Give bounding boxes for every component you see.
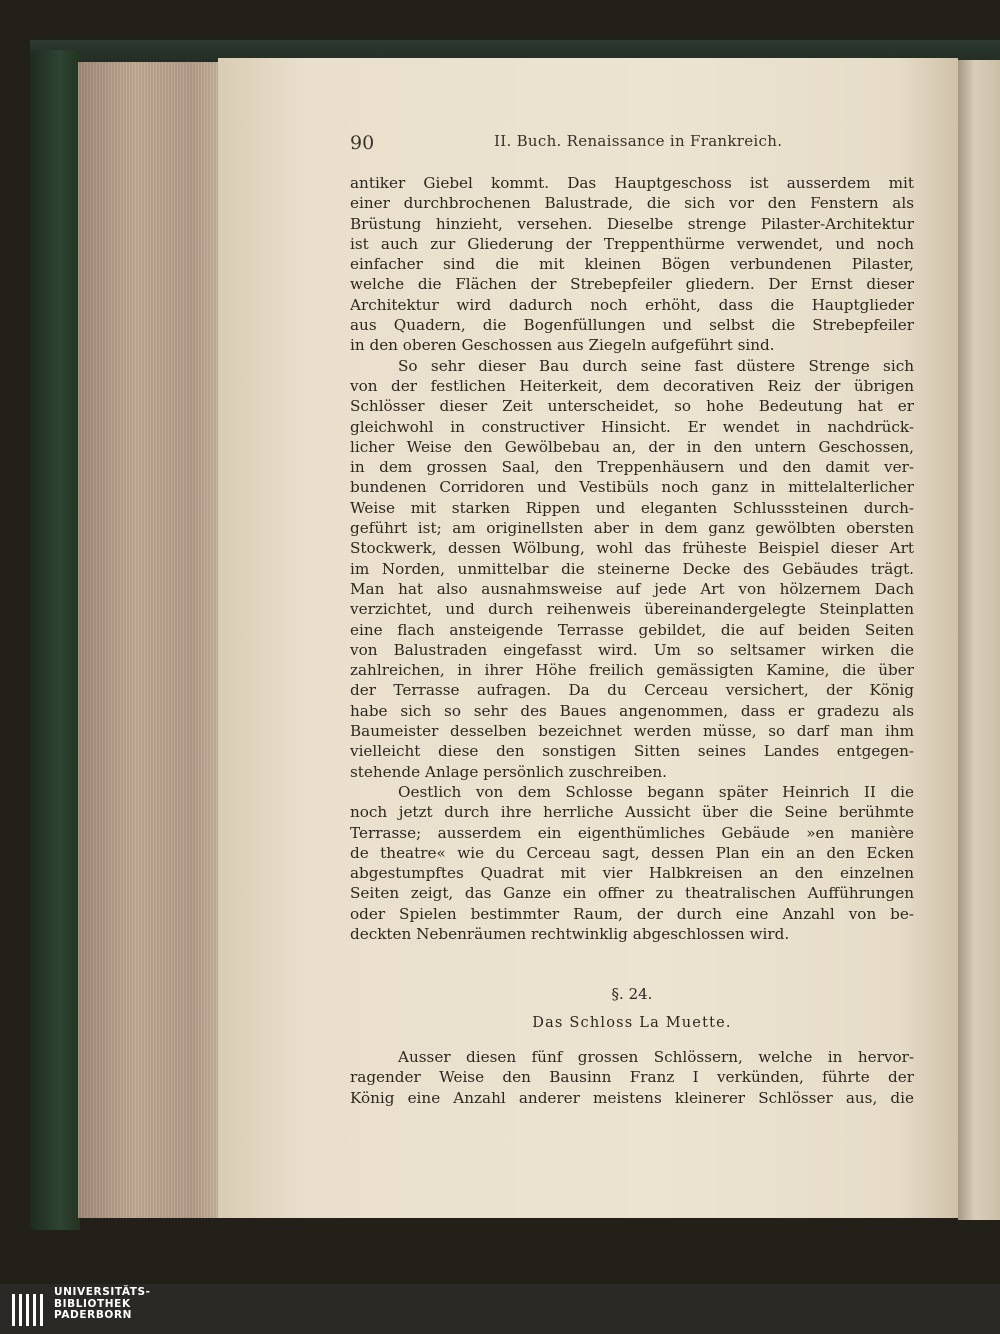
text-line: Architektur wird dadurch noch erhöht, dass die Hauptglieder (350, 295, 914, 314)
text-line: Brüstung hinzieht, versehen. Dieselbe strenge Pilaster-Architektur (350, 214, 914, 233)
text-line: ist auch zur Gliederung der Treppenthürme verwendet, und noch (350, 234, 914, 253)
library-logo-icon (12, 1290, 46, 1330)
text-line: der Terrasse aufragen. Da du Cerceau versichert, der König (350, 681, 914, 700)
text-line: gleichwohl in constructiver Hinsicht. Er wendet in nachdrück- (350, 417, 914, 436)
text-line: bundenen Corridoren und Vestibüls noch ganz in mittelalterlicher (350, 478, 914, 497)
book-cover-spine (30, 50, 80, 1230)
text-line: König eine Anzahl anderer meistens kleinerer Schlösser aus, die (350, 1088, 914, 1107)
text-line: eine flach ansteigende Terrasse gebildet, die auf beiden Seiten (350, 620, 914, 639)
text-line: noch jetzt durch ihre herrliche Aussicht über die Seine berühmte (350, 803, 914, 822)
text-line: Ausser diesen fünf grossen Schlössern, welche in hervor- (398, 1048, 914, 1066)
text-line: Baumeister desselben bezeichnet werden müsse, so darf man ihm (350, 722, 914, 741)
body-text-bottom (350, 1047, 914, 1108)
text-line: Weise mit starken Rippen und eleganten Schlusssteinen durch- (350, 498, 914, 517)
text-line: Man hat also ausnahmsweise auf jede Art von hölzernem Dach (350, 579, 914, 598)
text-line: von Balustraden eingefasst wird. Um so seltsamer wirken die (350, 640, 914, 659)
text-line: in dem grossen Saal, den Treppenhäusern und den damit ver- (350, 458, 914, 477)
body-text-top (350, 173, 914, 944)
text-line: Terrasse; ausserdem ein eigenthümliches Gebäude »en manière (350, 823, 914, 842)
library-name-line: UNIVERSITÄTS- (54, 1286, 151, 1298)
text-line: oder Spielen bestimmter Raum, der durch eine Anzahl von be- (350, 904, 914, 923)
text-line: aus Quadern, die Bogenfüllungen und selbst die Strebepfeiler (350, 316, 914, 335)
text-line: Oestlich von dem Schlosse begann später Heinrich II die (398, 782, 914, 801)
running-head (350, 130, 920, 154)
library-name-line: BIBLIOTHEK (54, 1297, 131, 1310)
text-line: ragender Weise den Bausinn Franz I verkünden, führte der (350, 1068, 914, 1087)
text-line: einer durchbrochenen Balustrade, die sich vor den Fenstern als (350, 194, 914, 213)
text-line: welche die Flächen der Strebepfeiler gliedern. Der Ernst dieser (350, 275, 914, 294)
page-number: 90 (350, 132, 375, 154)
facing-page-edge (958, 60, 1000, 1220)
text-line: Schlösser dieser Zeit unterscheidet, so hohe Bedeutung hat er (350, 397, 914, 416)
text-line: habe sich so sehr des Baues angenommen, dass er gradezu als (350, 701, 914, 720)
section-number: §. 24. (611, 985, 653, 1003)
text-line: im Norden, unmittelbar die steinerne Decke des Gebäudes trägt. (350, 559, 914, 578)
text-line: deckten Nebenräumen rechtwinklig abgeschlossen wird. (350, 924, 790, 943)
section-title: Das Schloss La Muette. (532, 1015, 732, 1031)
text-line: abgestumpftes Quadrat mit vier Halbkreisen an den einzelnen (350, 864, 914, 883)
text-line: antiker Giebel kommt. Das Hauptgeschoss ist ausserdem mit (350, 174, 914, 192)
text-line: geführt ist; am originellsten aber in dem ganz gewölbten obersten (350, 519, 914, 538)
text-line: Seiten zeigt, das Ganze ein offner zu theatralischen Aufführungen (350, 884, 914, 903)
text-line: einfacher sind die mit kleinen Bögen verbundenen Pilaster, (350, 255, 914, 274)
text-line: de theatre« wie du Cerceau sagt, dessen Plan ein an den Ecken (350, 843, 914, 862)
library-name-line: PADERBORN (54, 1309, 133, 1321)
running-title: II. Buch. Renaissance in Frankreich. (494, 132, 783, 150)
text-line: in den oberen Geschossen aus Ziegeln aufgeführt sind. (350, 336, 775, 355)
library-name (54, 1287, 151, 1322)
text-line: verzichtet, und durch reihenweis übereinandergelegte Steinplatten (350, 600, 914, 619)
text-line: stehende Anlage persönlich zuschreiben. (350, 762, 667, 781)
text-line: licher Weise den Gewölbebau an, der in den untern Geschossen, (350, 437, 914, 456)
text-line: zahlreichen, in ihrer Höhe freilich gemässigten Kamine, die über (350, 661, 914, 680)
page-edges (78, 62, 220, 1218)
text-line: vielleicht diese den sonstigen Sitten seines Landes entgegen- (350, 742, 914, 761)
text-line: Stockwerk, dessen Wölbung, wohl das früheste Beispiel dieser Art (350, 539, 914, 558)
text-line: von der festlichen Heiterkeit, dem decorativen Reiz der übrigen (350, 376, 914, 395)
text-line: So sehr dieser Bau durch seine fast düstere Strenge sich (398, 356, 914, 375)
